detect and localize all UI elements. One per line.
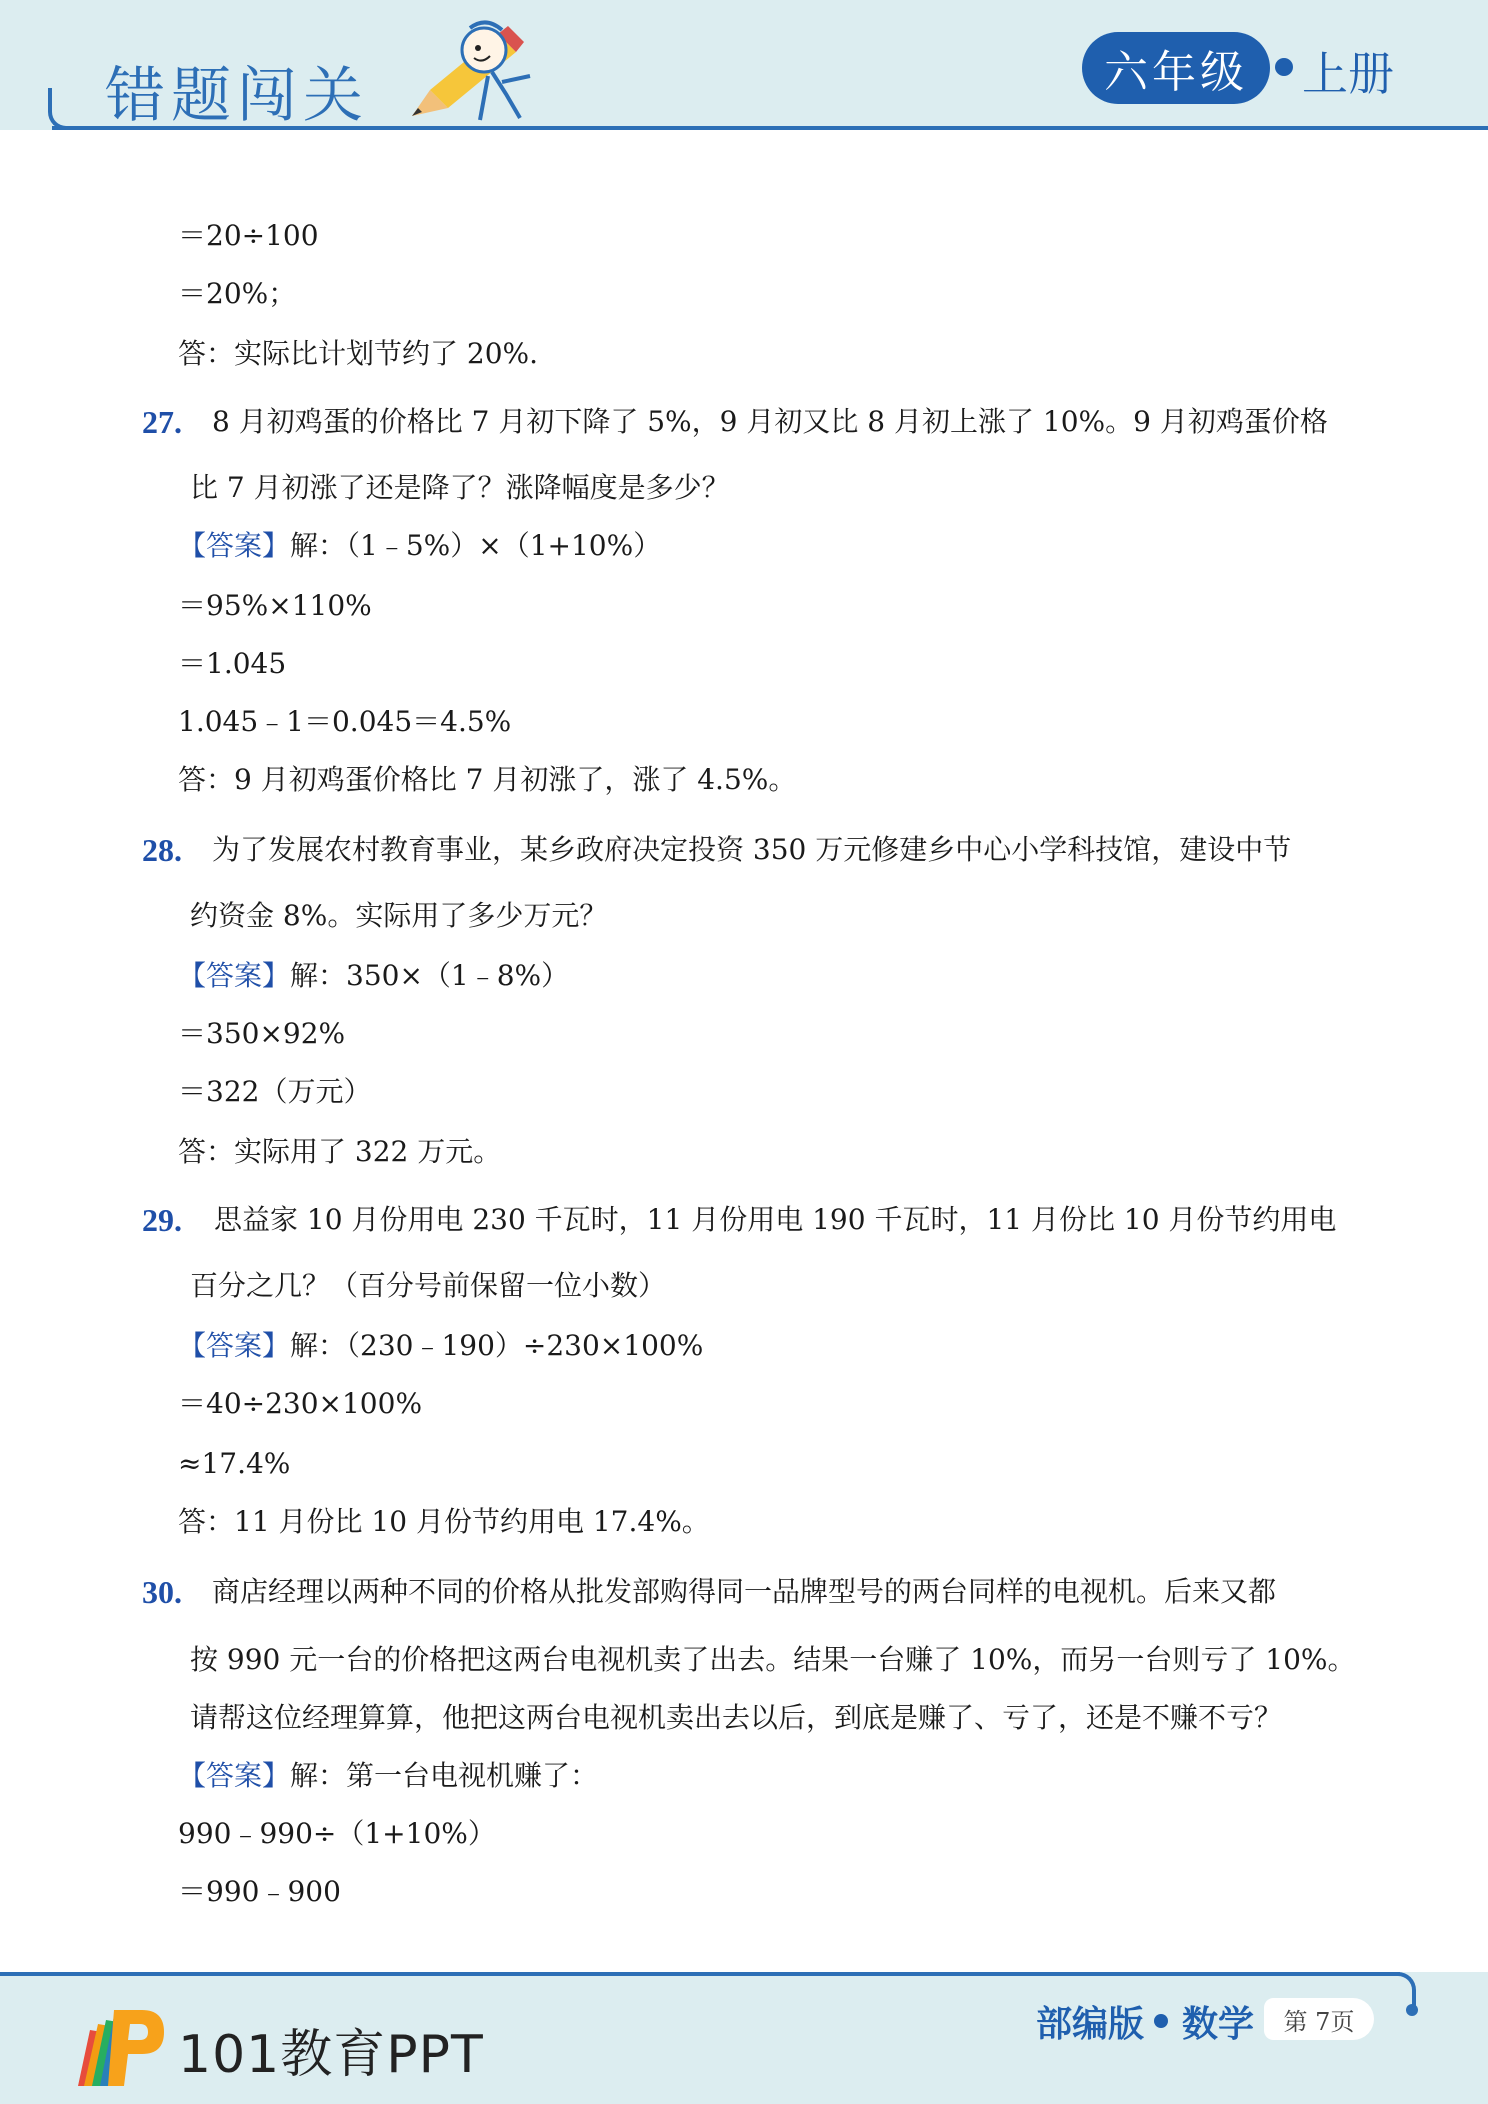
question-text: 约资金 8%。实际用了多少万元？	[190, 899, 608, 932]
header-title: 错题闯关	[105, 61, 369, 131]
page-number: 第 7页	[1264, 1998, 1374, 2040]
answer-first: 解：（1﹣5%）×（1+10%）	[290, 529, 662, 562]
intro-line: ＝20÷100	[178, 219, 319, 252]
subject-label: 数学	[1182, 2004, 1255, 2045]
answer-step: ＝1.045	[178, 647, 287, 680]
answer-tag: 【答案】	[178, 1759, 291, 1792]
question-text: 商店经理以两种不同的价格从批发部购得同一品牌型号的两台同样的电视机。后来又都	[212, 1575, 1277, 1608]
answer-first: 解：第一台电视机赚了：	[290, 1759, 599, 1792]
question-text: 思益家 10 月份用电 230 千瓦时，11 月份用电 190 千瓦时，11 月份比 10 月份节约用电	[214, 1203, 1337, 1236]
answer-step: 答：11 月份比 10 月份节约用电 17.4%。	[178, 1505, 710, 1538]
answer-step: ≈17.4%	[178, 1447, 291, 1480]
footer-dot	[1406, 2004, 1418, 2016]
question-text: 百分之几？（百分号前保留一位小数）	[190, 1269, 667, 1302]
footer-divider	[0, 1972, 1400, 1976]
answer-step: ＝40÷230×100%	[178, 1387, 423, 1420]
answer-line	[178, 956, 569, 996]
pencil-mascot-icon	[408, 12, 548, 124]
answer-first: 解：350×（1﹣8%）	[290, 959, 570, 992]
intro-line: 答：实际比计划节约了 20%.	[178, 337, 539, 370]
answer-tag: 【答案】	[178, 959, 291, 992]
answer-step: ＝95%×110%	[178, 589, 372, 622]
answer-step: ＝990﹣900	[178, 1875, 341, 1908]
grade-badge: 六年级	[1082, 32, 1270, 104]
answer-step: ＝350×92%	[178, 1017, 346, 1050]
answer-first: 解：（230﹣190）÷230×100%	[290, 1329, 704, 1362]
logo-p-icon	[68, 2000, 168, 2090]
question-number: 28.	[142, 832, 182, 868]
question-text: 为了发展农村教育事业，某乡政府决定投资 350 万元修建乡中心小学科技馆，建设中节	[212, 833, 1292, 866]
logo-text: 101教育PPT	[178, 2025, 484, 2085]
answer-step: 1.045﹣1＝0.045＝4.5%	[178, 705, 512, 738]
question-text: 8 月初鸡蛋的价格比 7 月初下降了 5%，9 月初又比 8 月初上涨了 10%。9 月初鸡蛋价格	[212, 405, 1328, 438]
answer-step: 答：实际用了 322 万元。	[178, 1135, 502, 1168]
answer-tag: 【答案】	[178, 529, 291, 562]
question-text: 按 990 元一台的价格把这两台电视机卖了出去。结果一台赚了 10%，而另一台则亏了 10%。	[190, 1643, 1356, 1676]
answer-step: ＝322（万元）	[178, 1075, 372, 1108]
question-number: 27.	[142, 404, 182, 440]
answer-line	[178, 526, 661, 566]
question-number: 29.	[142, 1202, 182, 1238]
answer-line	[178, 1756, 598, 1796]
edition-label: 部编版	[1036, 2004, 1145, 2045]
footer-separator-dot	[1154, 2014, 1168, 2028]
question-text: 请帮这位经理算算，他把这两台电视机卖出去以后，到底是赚了、亏了，还是不赚不亏？	[190, 1701, 1283, 1734]
question-number: 30.	[142, 1574, 182, 1610]
answer-step: 答：9 月初鸡蛋价格比 7 月初涨了，涨了 4.5%。	[178, 763, 797, 796]
answer-step: 990﹣990÷（1+10%）	[178, 1817, 496, 1850]
answer-line	[178, 1326, 703, 1366]
intro-line: ＝20%；	[178, 277, 297, 310]
question-text: 比 7 月初涨了还是降了？涨降幅度是多少？	[190, 471, 730, 504]
header-dot	[1275, 58, 1293, 76]
answer-tag: 【答案】	[178, 1329, 291, 1362]
volume-label: 上册	[1302, 47, 1394, 101]
